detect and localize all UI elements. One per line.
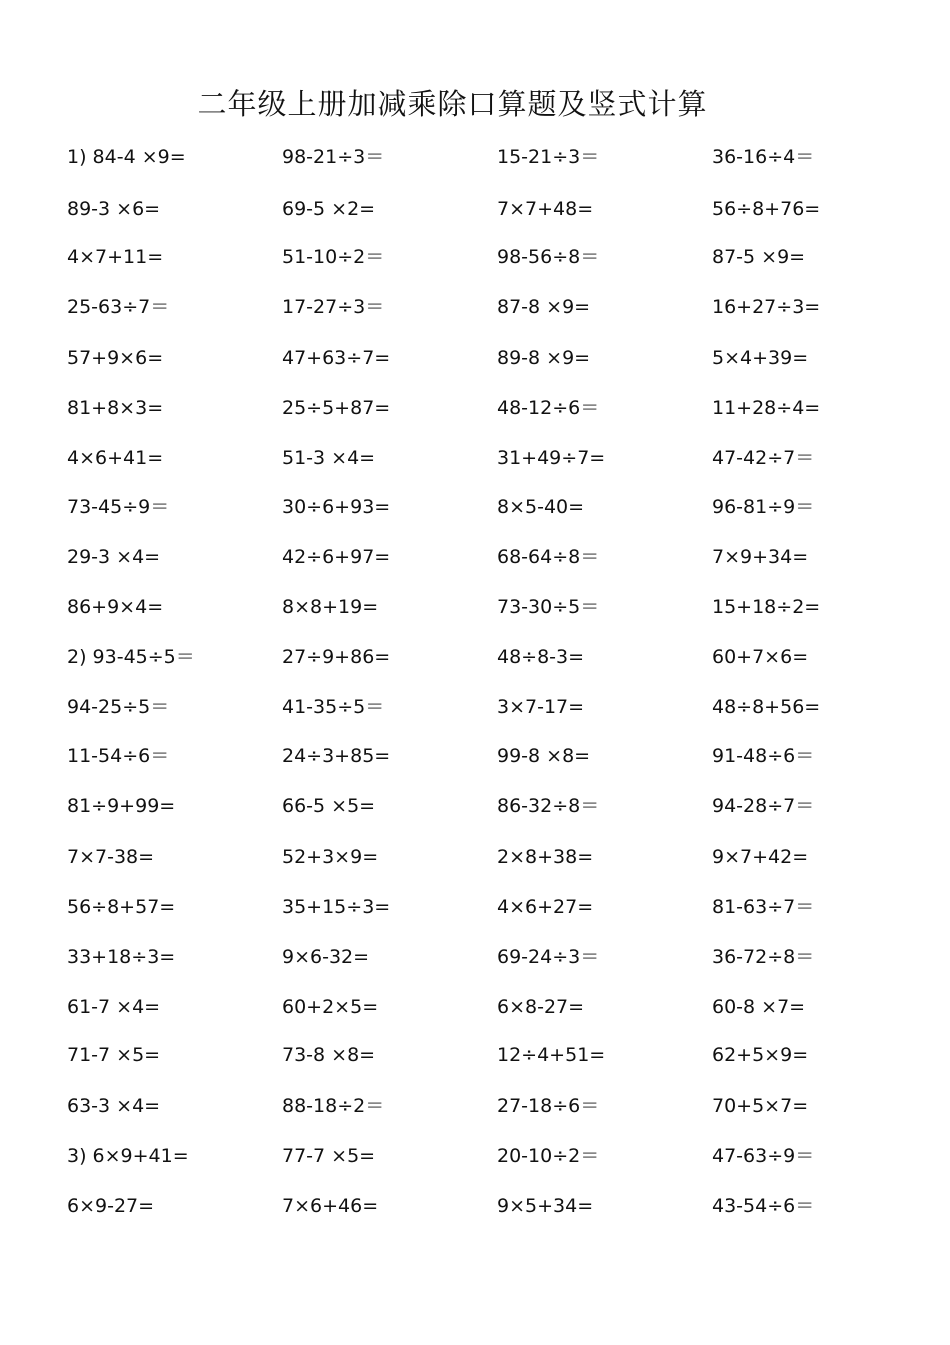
- math-problem: 56÷8+76=: [712, 198, 821, 220]
- math-problem: 3×7-17=: [497, 696, 585, 718]
- math-problem: 8×5-40=: [497, 496, 585, 518]
- math-problem: 17-27÷3＝: [282, 296, 385, 318]
- math-problem: 94-28÷7＝: [712, 795, 815, 817]
- math-problem: 48÷8-3=: [497, 646, 585, 668]
- math-problem: 87-8 ×9=: [497, 296, 591, 318]
- math-problem: 3) 6×9+41=: [67, 1145, 189, 1167]
- math-problem: 56÷8+57=: [67, 896, 176, 918]
- math-problem: 20-10÷2＝: [497, 1145, 600, 1167]
- math-problem: 60+7×6=: [712, 646, 809, 668]
- math-problem: 7×7+48=: [497, 198, 594, 220]
- math-problem: 25-63÷7＝: [67, 296, 170, 318]
- math-problem: 73-30÷5＝: [497, 596, 600, 618]
- math-problem: 73-45÷9＝: [67, 496, 170, 518]
- math-problem: 2) 93-45÷5＝: [67, 646, 195, 668]
- math-problem: 6×8-27=: [497, 996, 585, 1018]
- math-problem: 30÷6+93=: [282, 496, 391, 518]
- math-problem: 36-72÷8＝: [712, 946, 815, 968]
- math-problem: 15+18÷2=: [712, 596, 821, 618]
- math-problem: 62+5×9=: [712, 1044, 809, 1066]
- math-problem: 89-3 ×6=: [67, 198, 161, 220]
- math-problem: 31+49÷7=: [497, 447, 606, 469]
- math-problem: 36-16÷4＝: [712, 146, 815, 168]
- math-problem: 2×8+38=: [497, 846, 594, 868]
- math-problem: 27÷9+86=: [282, 646, 391, 668]
- math-problem: 29-3 ×4=: [67, 546, 161, 568]
- math-problem: 1) 84-4 ×9=: [67, 146, 186, 168]
- math-problem: 57+9×6=: [67, 347, 164, 369]
- math-problem: 60-8 ×7=: [712, 996, 806, 1018]
- math-problem: 7×9+34=: [712, 546, 809, 568]
- math-problem: 66-5 ×5=: [282, 795, 376, 817]
- math-problem: 99-8 ×8=: [497, 745, 591, 767]
- math-problem: 48÷8+56=: [712, 696, 821, 718]
- math-problem: 4×6+41=: [67, 447, 164, 469]
- math-problem: 73-8 ×8=: [282, 1044, 376, 1066]
- math-problem: 4×6+27=: [497, 896, 594, 918]
- math-problem: 11-54÷6＝: [67, 745, 170, 767]
- math-problem: 96-81÷9＝: [712, 496, 815, 518]
- math-problem: 7×7-38=: [67, 846, 155, 868]
- math-problem: 15-21÷3＝: [497, 146, 600, 168]
- math-problem: 77-7 ×5=: [282, 1145, 376, 1167]
- math-problem: 61-7 ×4=: [67, 996, 161, 1018]
- math-problem: 24÷3+85=: [282, 745, 391, 767]
- math-problem: 47+63÷7=: [282, 347, 391, 369]
- math-problem: 51-10÷2＝: [282, 246, 385, 268]
- math-problem: 48-12÷6＝: [497, 397, 600, 419]
- math-problem: 42÷6+97=: [282, 546, 391, 568]
- math-problem: 5×4+39=: [712, 347, 809, 369]
- math-problem: 70+5×7=: [712, 1095, 809, 1117]
- math-problem: 9×5+34=: [497, 1195, 594, 1217]
- math-problem: 91-48÷6＝: [712, 745, 815, 767]
- math-problem: 35+15÷3=: [282, 896, 391, 918]
- page-title: 二年级上册加减乘除口算题及竖式计算: [197, 87, 708, 121]
- math-problem: 98-21÷3＝: [282, 146, 385, 168]
- math-problem: 7×6+46=: [282, 1195, 379, 1217]
- math-problem: 81-63÷7＝: [712, 896, 815, 918]
- math-problem: 9×6-32=: [282, 946, 370, 968]
- math-problem: 86+9×4=: [67, 596, 164, 618]
- math-problem: 69-24÷3＝: [497, 946, 600, 968]
- math-problem: 60+2×5=: [282, 996, 379, 1018]
- math-problem: 86-32÷8＝: [497, 795, 600, 817]
- math-problem: 89-8 ×9=: [497, 347, 591, 369]
- math-problem: 12÷4+51=: [497, 1044, 606, 1066]
- math-problem: 43-54÷6＝: [712, 1195, 815, 1217]
- math-problem: 52+3×9=: [282, 846, 379, 868]
- math-problem: 6×9-27=: [67, 1195, 155, 1217]
- math-problem: 9×7+42=: [712, 846, 809, 868]
- math-problem: 33+18÷3=: [67, 946, 176, 968]
- math-problem: 47-42÷7＝: [712, 447, 815, 469]
- math-problem: 81+8×3=: [67, 397, 164, 419]
- math-problem: 63-3 ×4=: [67, 1095, 161, 1117]
- math-problem: 8×8+19=: [282, 596, 379, 618]
- math-problem: 98-56÷8＝: [497, 246, 600, 268]
- math-problem: 4×7+11=: [67, 246, 164, 268]
- math-problem: 16+27÷3=: [712, 296, 821, 318]
- math-problem: 41-35÷5＝: [282, 696, 385, 718]
- math-problem: 94-25÷5＝: [67, 696, 170, 718]
- math-problem: 25÷5+87=: [282, 397, 391, 419]
- math-problem: 27-18÷6＝: [497, 1095, 600, 1117]
- math-problem: 51-3 ×4=: [282, 447, 376, 469]
- math-problem: 69-5 ×2=: [282, 198, 376, 220]
- math-problem: 47-63÷9＝: [712, 1145, 815, 1167]
- math-problem: 81÷9+99=: [67, 795, 176, 817]
- math-problem: 88-18÷2＝: [282, 1095, 385, 1117]
- math-problem: 11+28÷4=: [712, 397, 821, 419]
- math-problem: 71-7 ×5=: [67, 1044, 161, 1066]
- math-problem: 87-5 ×9=: [712, 246, 806, 268]
- math-problem: 68-64÷8＝: [497, 546, 600, 568]
